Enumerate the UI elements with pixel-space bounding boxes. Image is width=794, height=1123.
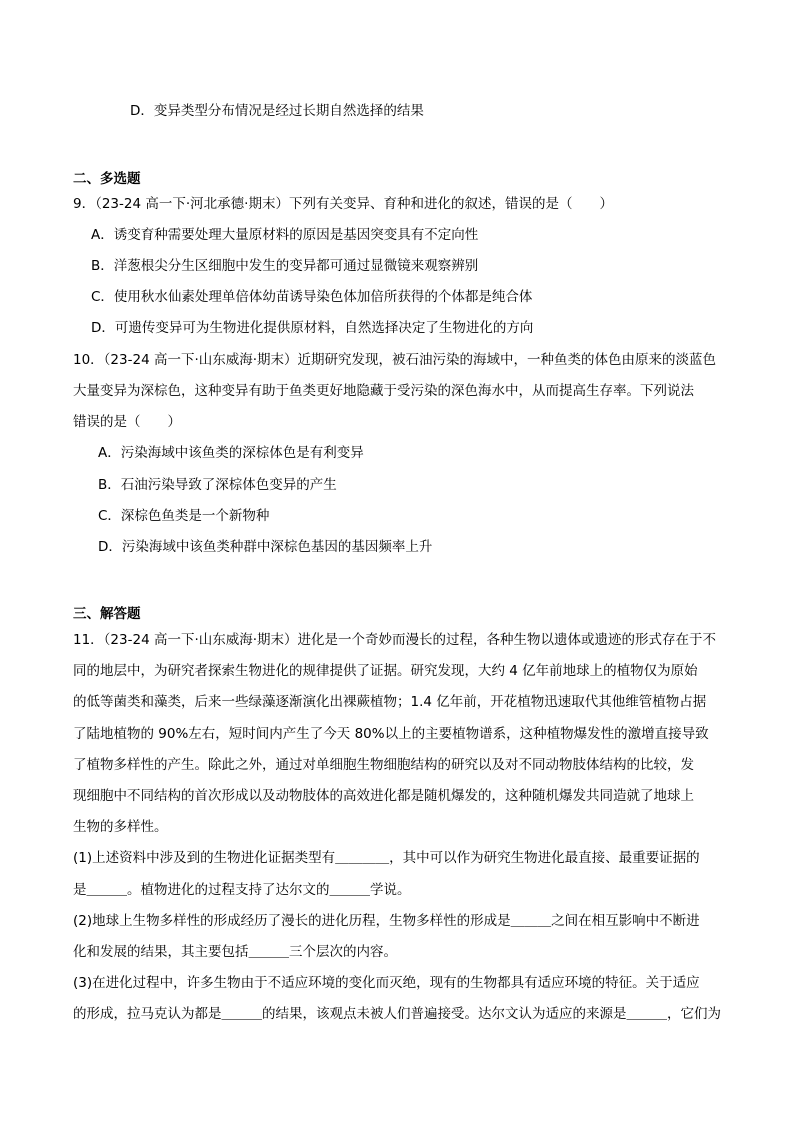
q9-option-b: B．洋葱根尖分生区细胞中发生的变异都可通过显微镜来观察辨别 bbox=[91, 258, 479, 274]
q10-option-c: C．深棕色鱼类是一个新物种 bbox=[98, 508, 270, 524]
q11-stem-line: 生物的多样性。 bbox=[73, 819, 168, 835]
q8-option-d: D．变异类型分布情况是经过长期自然选择的结果 bbox=[130, 103, 424, 119]
q9-option-d: D．可遗传变异可为生物进化提供原材料，自然选择决定了生物进化的方向 bbox=[91, 320, 534, 336]
q9-option-a: A．诱变育种需要处理大量原材料的原因是基因突变具有不定向性 bbox=[91, 227, 479, 243]
section-two-heading: 二、多选题 bbox=[73, 171, 141, 187]
q9-stem: 9．（23-24 高一下·河北承德·期末）下列有关变异、育种和进化的叙述，错误的是（ ） bbox=[73, 196, 613, 212]
q11-sub-line: (3)在进化过程中，许多生物由于不适应环境的变化而灭绝，现有的生物都具有适应环境的特征。关于适应 bbox=[73, 975, 700, 991]
q10-option-b: B．石油污染导致了深棕体色变异的产生 bbox=[98, 477, 337, 493]
q11-sub-line: 是＿＿＿。植物进化的过程支持了达尔文的＿＿＿学说。 bbox=[73, 882, 411, 898]
q11-sub-line: 的形成，拉马克认为都是＿＿＿的结果，该观点未被人们普遍接受。达尔文认为适应的来源是＿＿＿，它们为 bbox=[73, 1006, 721, 1022]
q11-sub-line: 化和发展的结果，其主要包括＿＿＿三个层次的内容。 bbox=[73, 944, 397, 960]
q11-stem-line: 现细胞中不同结构的首次形成以及动物肢体的高效进化都是随机爆发的，这种随机爆发共同造就了地球上 bbox=[73, 788, 694, 804]
q10-stem-line: 大量变异为深棕色，这种变异有助于鱼类更好地隐藏于受污染的深色海水中，从而提高生存率。下列说法 bbox=[73, 383, 694, 399]
q11-sub-line: (2)地球上生物多样性的形成经历了漫长的进化历程，生物多样性的形成是＿＿＿之间在相互影响中不断进 bbox=[73, 913, 700, 929]
q10-option-a: A．污染海域中该鱼类的深棕体色是有利变异 bbox=[98, 445, 364, 461]
section-three-heading: 三、解答题 bbox=[73, 606, 141, 622]
q10-option-d: D．污染海域中该鱼类种群中深棕色基因的基因频率上升 bbox=[98, 539, 433, 555]
q10-stem-line: 10．（23-24 高一下·山东威海·期末）近期研究发现，被石油污染的海域中，一种鱼类的体色由原来的淡蓝色 bbox=[73, 352, 717, 368]
q11-stem-line: 的低等菌类和藻类，后来一些绿藻逐渐演化出裸蕨植物；1.4 亿年前，开花植物迅速取代其他维管植物占据 bbox=[73, 694, 707, 710]
q9-option-c: C．使用秋水仙素处理单倍体幼苗诱导染色体加倍所获得的个体都是纯合体 bbox=[91, 289, 533, 305]
q11-stem-line: 了陆地植物的 90%左右，短时间内产生了今天 80%以上的主要植物谱系，这种植物爆发性的激增直接导致 bbox=[73, 726, 709, 742]
q11-stem-line: 了植物多样性的产生。除此之外，通过对单细胞生物细胞结构的研究以及对不同动物肢体结构的比较，发 bbox=[73, 757, 694, 773]
q11-sub-line: (1)上述资料中涉及到的生物进化证据类型有＿＿＿＿，其中可以作为研究生物进化最直接、最重要证据的 bbox=[73, 850, 700, 866]
q10-stem-line: 错误的是（ ） bbox=[73, 414, 181, 430]
q11-stem-line: 同的地层中，为研究者探索生物进化的规律提供了证据。研究发现，大约 4 亿年前地球上的植物仅为原始 bbox=[73, 663, 698, 679]
q11-stem-line: 11．（23-24 高一下·山东威海·期末）进化是一个奇妙而漫长的过程，各种生物以遗体或遗迹的形式存在于不 bbox=[73, 632, 717, 648]
